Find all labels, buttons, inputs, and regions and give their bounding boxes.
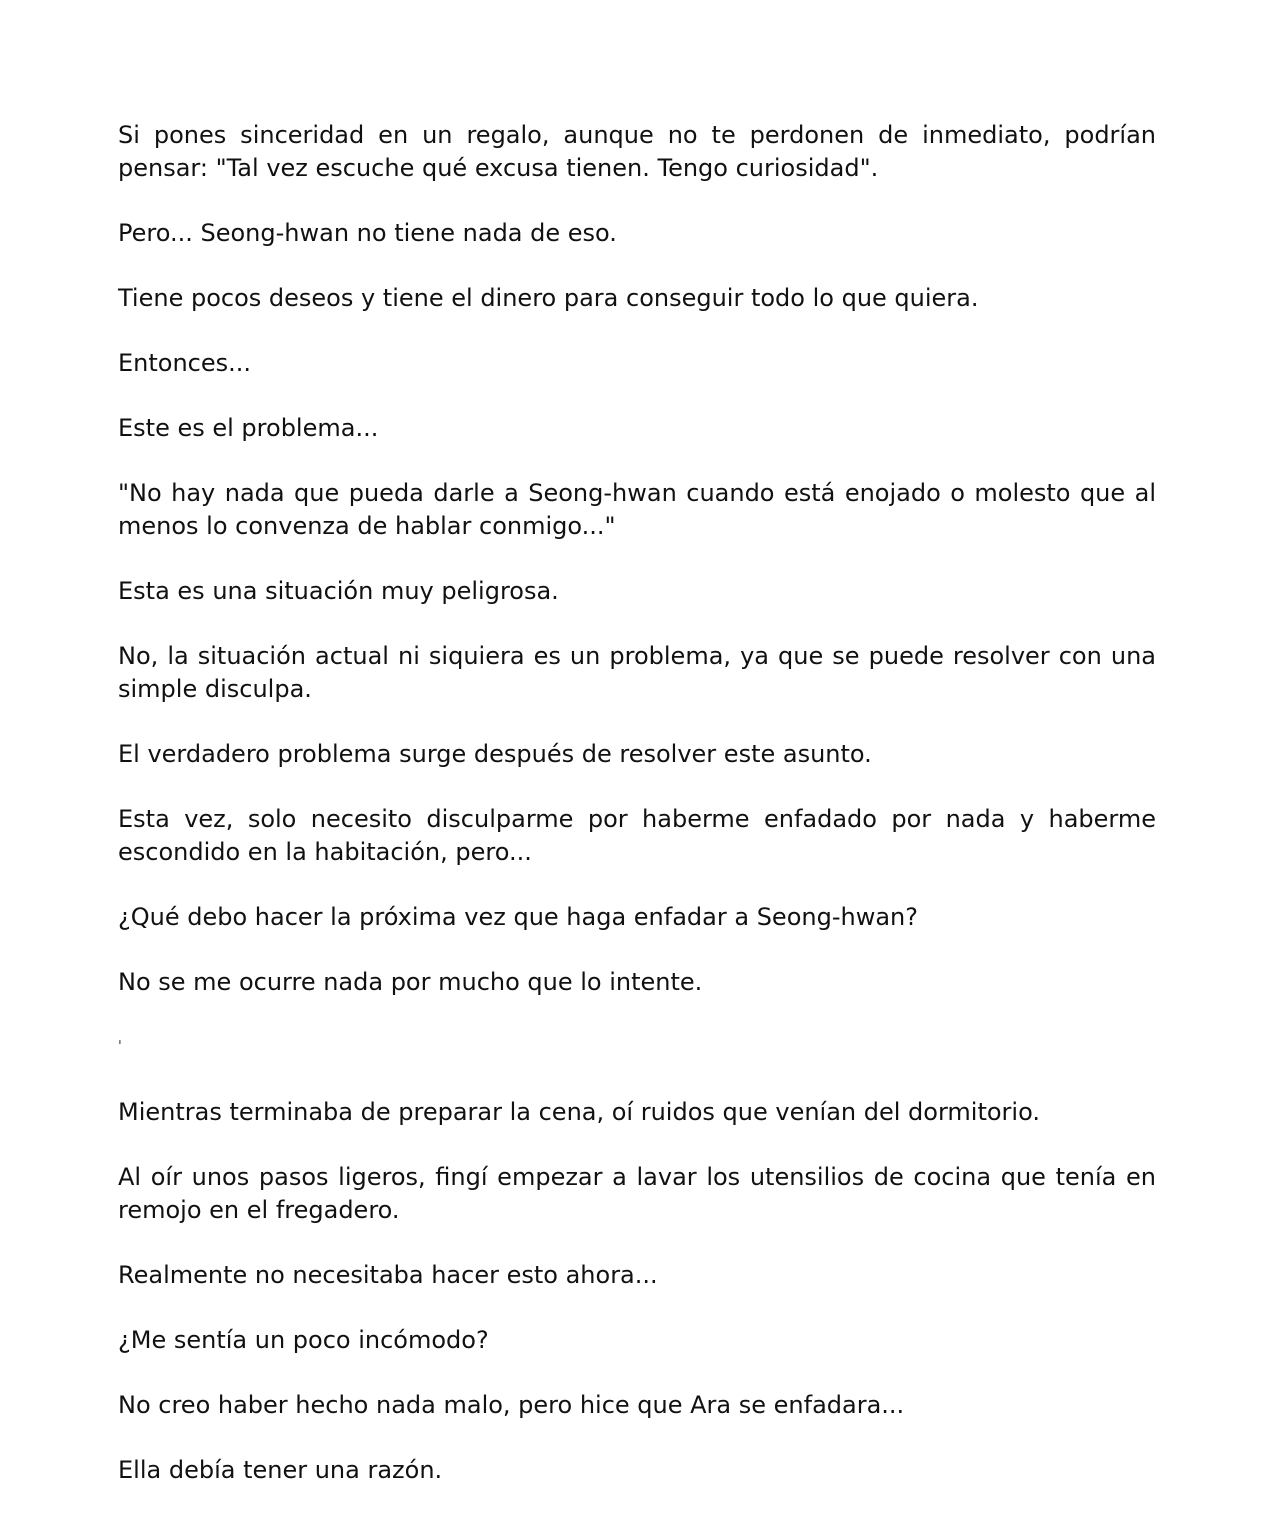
paragraph: Esta es una situación muy peligrosa.: [118, 577, 559, 605]
paragraph: Pero... Seong-hwan no tiene nada de eso.: [118, 219, 617, 247]
paragraph: Al oír unos pasos ligeros, fingí empezar a lavar los utensilios de cocina que tenía en remojo en el fregadero.: [118, 1163, 1156, 1224]
paragraph: "No hay nada que pueda darle a Seong-hwan cuando está enojado o molesto que al menos lo convenza de hablar conmigo...": [118, 479, 1156, 540]
paragraph: Si pones sinceridad en un regalo, aunque no te perdonen de inmediato, podrían pensar: "Tal vez escuche qué excusa tienen. Tengo curiosidad".: [118, 121, 1156, 182]
paragraph: No, la situación actual ni siquiera es un problema, ya que se puede resolver con una simple disculpa.: [118, 642, 1156, 703]
paragraph: Esta vez, solo necesito disculparme por haberme enfadado por nada y haberme escondido en la habitación, pero...: [118, 805, 1156, 866]
paragraph: No se me ocurre nada por mucho que lo intente.: [118, 968, 703, 996]
paragraph: ¿Qué debo hacer la próxima vez que haga enfadar a Seong-hwan?: [118, 903, 918, 931]
paragraph: El verdadero problema surge después de resolver este asunto.: [118, 740, 872, 768]
paragraph: Realmente no necesitaba hacer esto ahora...: [118, 1261, 658, 1289]
paragraph: Ella debía tener una razón.: [118, 1456, 443, 1484]
paragraph: Tiene pocos deseos y tiene el dinero para conseguir todo lo que quiera.: [118, 284, 979, 312]
stray-mark: ˈ: [118, 1039, 122, 1055]
paragraph: Entonces...: [118, 349, 252, 377]
paragraph: Mientras terminaba de preparar la cena, oí ruidos que venían del dormitorio.: [118, 1098, 1040, 1126]
paragraph: Este es el problema...: [118, 414, 379, 442]
document-body: [118, 119, 1156, 1519]
paragraph: ¿Me sentía un poco incómodo?: [118, 1326, 489, 1354]
paragraph: No creo haber hecho nada malo, pero hice que Ara se enfadara...: [118, 1391, 905, 1419]
